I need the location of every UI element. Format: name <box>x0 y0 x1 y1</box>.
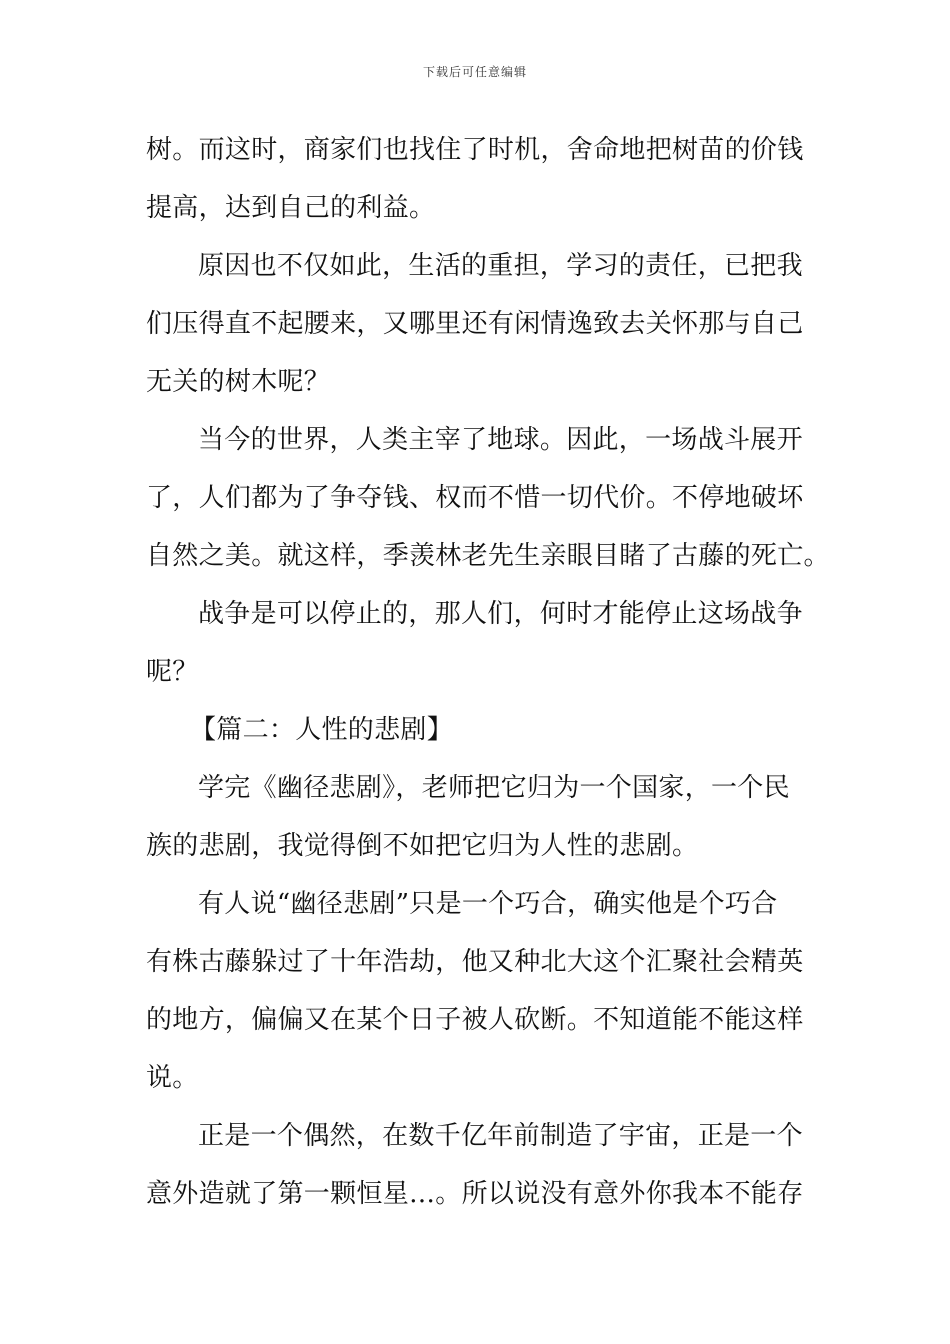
text-line: 呢？ <box>146 657 199 687</box>
text-line: 了，人们都为了争夺钱、权而不惜一切代价。不停地破坏 <box>146 483 804 513</box>
text-line: 提高，达到自己的利益。 <box>146 193 436 223</box>
text-line: 说。 <box>146 1063 199 1093</box>
text-line: 树。而这时，商家们也找住了时机，舍命地把树苗的价钱 <box>146 135 804 165</box>
paragraph-start-line: 当今的世界，人类主宰了地球。因此，一场战斗展开 <box>198 425 803 455</box>
paragraph-start-line: 战争是可以停止的，那人们，何时才能停止这场战争 <box>198 599 803 629</box>
paragraph-start-line: 正是一个偶然，在数千亿年前制造了宇宙，正是一个 <box>198 1121 803 1151</box>
paragraph-start-line: 学完《幽径悲剧》，老师把它归为一个国家，一个民 <box>198 773 790 803</box>
text-line: 有株古藤躲过了十年浩劫，他又种北大这个汇聚社会精英 <box>146 947 804 977</box>
page-header: 下载后可任意编辑 <box>422 65 527 79</box>
section-heading: 【篇二：人性的悲剧】 <box>190 715 454 745</box>
paragraph-start-line: 有人说“幽径悲剧”只是一个巧合，确实他是个巧合 <box>198 889 778 919</box>
text-line: 们压得直不起腰来，又哪里还有闲情逸致去关怀那与自己 <box>146 309 804 339</box>
text-line: 自然之美。就这样，季羡林老先生亲眼目睹了古藤的死亡。 <box>146 541 830 571</box>
text-line: 无关的树木呢？ <box>146 367 331 397</box>
text-line: 意外造就了第一颗恒星…。所以说没有意外你我本不能存 <box>146 1179 804 1209</box>
paragraph-start-line: 原因也不仅如此，生活的重担，学习的责任，已把我 <box>198 251 803 281</box>
text-line: 族的悲剧，我觉得倒不如把它归为人性的悲剧。 <box>146 831 699 861</box>
text-line: 的地方，偏偏又在某个日子被人砍断。不知道能不能这样 <box>146 1005 804 1035</box>
